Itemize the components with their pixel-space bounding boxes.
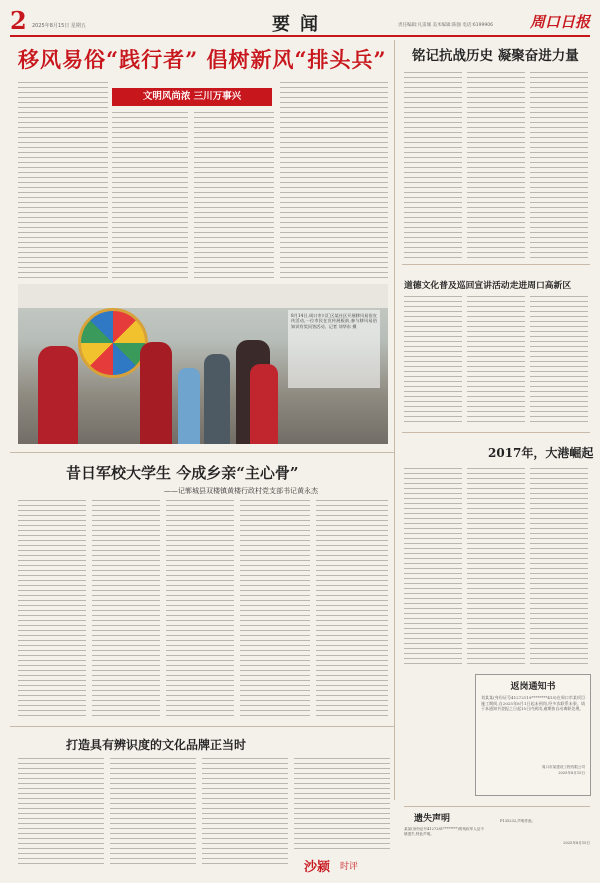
right-top-text-3 [530,72,588,260]
notice-date: 2025年8月15日 [558,771,585,775]
main-article-text-2 [112,112,188,280]
feature-text-3 [166,500,234,718]
person-red-vest-2 [140,342,172,444]
person-red-vest-3 [250,364,278,444]
disclaimer-body: 某某(身份证号4127281********)的残疾军人证不慎遗失,特此声明。 [404,827,484,836]
tent [18,284,388,308]
news-photo [18,284,388,444]
photo-caption-box [288,310,380,388]
right-top-text-2 [467,72,525,260]
newspaper-logo: 周口日报 [529,13,590,31]
issue-date: 2025年8月15日 星期五 [32,23,86,29]
photo-caption: 8月14日,周口市川汇区某社区开展移风易俗宣传活动,一位市民在宣传展板前,参与移风易俗知识有奖问答活动。记者 刘华东 摄 [291,313,377,329]
editor-info: 责任编辑:凡雷城 美术编辑:陈强 电话:6199906 [398,23,493,28]
column-label [304,856,374,874]
bottom-text-4 [294,758,390,852]
masthead [10,8,590,34]
disclaimer-box [404,806,590,876]
right-mid-text-2 [467,296,525,426]
bottom-text-1 [18,758,104,868]
right-top-headline: 铭记抗战历史 凝聚奋进力量 [412,48,579,64]
bottom-top-rule [10,726,394,727]
right-column-divider [394,40,395,800]
main-headline: 移风易俗“践行者” 倡树新风“排头兵” [18,47,387,72]
prize-wheel [78,308,148,378]
notice-box [475,674,591,796]
right-low-headline: 2017年，大港崛起 [488,446,594,460]
right-low-text-3 [530,468,588,668]
person-red-vest-1 [38,346,78,444]
right-low-text-1 [404,468,462,668]
main-banner [112,88,272,106]
column-label-main: 沙颍 [304,860,331,875]
disclaimer-body-2: P135232,声明作废。 [500,819,536,823]
feature-text-5 [316,500,388,718]
disclaimer-title: 遗失声明 [414,814,451,824]
page-number: 2 [10,6,27,35]
bottom-headline: 打造具有辨识度的文化品牌正当时 [66,738,247,752]
main-article-text [18,82,108,280]
right-mid-headline: 道德文化普及巡回宣讲活动走进周口高新区 [404,281,572,291]
main-article-text-3 [194,112,274,280]
feature-text-1 [18,500,86,718]
right-mid-text-1 [404,296,462,426]
column-label-sub: 时评 [340,862,359,872]
feature-top-rule [10,452,394,453]
bottom-text-3 [202,758,288,868]
section-title: 要闻 [272,14,328,35]
right-sep-2 [402,432,590,433]
feature-subhead: ——记郸城县双楼镇黄楼行政村党支部书记黄永杰 [164,487,318,495]
banner-text: 文明风尚浓 三川万事兴 [142,91,242,102]
right-top-text-1 [404,72,462,260]
notice-body: 刘某某(身份证号41272119********415)在周口市某项目施工期间,自2025年8月1日起未到岗,经多次联系未果。请于本通知书登报之日起15日内到岗,逾期按自动离职处理。 [481,695,585,712]
main-article-text-4 [280,82,388,280]
feature-text-4 [240,500,310,718]
notice-title: 返岗通知书 [510,682,556,692]
notice-issuer: 周口市某建设工程有限公司 [541,765,585,769]
feature-text-2 [92,500,160,718]
right-mid-text-3 [530,296,588,426]
right-low-text-2 [467,468,525,668]
masthead-rule [10,35,590,37]
child-1 [178,368,200,444]
disclaimer-date: 2025年8月15日 [563,841,590,845]
bottom-text-2 [110,758,196,868]
right-sep-1 [402,264,590,265]
child-2 [204,354,230,444]
feature-headline: 昔日军校大学生 今成乡亲“主心骨” [66,464,299,482]
